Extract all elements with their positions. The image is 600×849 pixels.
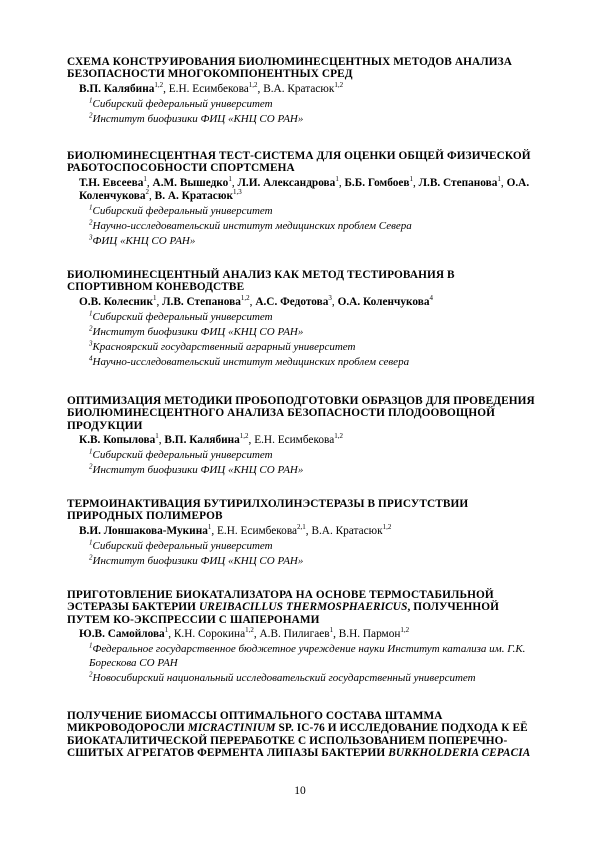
author-list: Т.Н. Евсеева$^1$, А.М. Вышедко$^1$, Л.И. Александрова$^1$, Б.Б. Гомбоев$^1$, Л.В. Степанова$^1$, О.А. Коленчукова$^2$, В. А. Кратасюк$^{1,3}$ [79, 175, 530, 202]
affiliation: $^2$Институт биофизики ФИЦ «КНЦ СО РАН» [89, 462, 304, 477]
author-name: В.А. Кратасюк [263, 82, 335, 95]
affiliation: $^2$Институт биофизики ФИЦ «КНЦ СО РАН» [89, 324, 304, 338]
affiliation: $^2$Научно-исследовательский институт медицинских проблем Севера [89, 218, 412, 232]
abstract-title: БИОЛЮМИНЕСЦЕНТНАЯ ТЕСТ-СИСТЕМА ДЛЯ ОЦЕНКИ ОБЩЕЙ ФИЗИЧЕСКОЙ РАБОТОСПОСОБНОСТИ СПОРТСМЕНА [67, 150, 531, 175]
abstract-entry [67, 269, 539, 369]
affiliation: $^2$Институт биофизики ФИЦ «КНЦ СО РАН» [89, 111, 304, 125]
author-list: К.В. Копылова$^1$, В.П. Калябина$^{1,2}$, Е.Н. Есимбекова$^{1,2}$ [79, 432, 343, 447]
abstract-title: БИОЛЮМИНЕСЦЕНТНЫЙ АНАЛИЗ КАК МЕТОД ТЕСТИРОВАНИЯ В СПОРТИВНОМ КОНЕВОДСТВЕ [67, 269, 455, 294]
author-name: Е.Н. Есимбекова [168, 82, 249, 95]
abstract-title: ТЕРМОИНАКТИВАЦИЯ БУТИРИЛХОЛИНЭСТЕРАЗЫ В ПРИСУТСТВИИ ПРИРОДНЫХ ПОЛИМЕРОВ [67, 498, 469, 523]
abstract-title: ОПТИМИЗАЦИЯ МЕТОДИКИ ПРОБОПОДГОТОВКИ ОБРАЗЦОВ ДЛЯ ПРОВЕДЕНИЯ БИОЛЮМИНЕСЦЕНТНОГО АНАЛИЗА БЕЗОПАСНОСТИ ПЛОДООВОЩНОЙ ПРОДУКЦИИ [67, 395, 535, 432]
affiliation: $^3$ФИЦ «КНЦ СО РАН» [89, 233, 196, 247]
abstract-entry [67, 56, 539, 126]
affiliation: $^1$Федеральное государственное бюджетное учреждение науки Институт катализа им. Г.К. Борескова СО РАН [89, 641, 526, 670]
abstract-entry [67, 710, 539, 760]
abstract-entry [67, 589, 539, 685]
affiliation: $^1$Сибирский федеральный университет [89, 447, 273, 462]
affiliation: $^2$Институт биофизики ФИЦ «КНЦ СО РАН» [89, 553, 304, 567]
author-list: О.В. Колесник$^1$, Л.В. Степанова$^{1,2}$, А.С. Федотова$^3$, О.А. Коленчукова$^4$ [79, 294, 433, 308]
affiliation: $^2$Новосибирский национальный исследовательский государственный университет [89, 670, 476, 685]
affiliation: $^3$Красноярский государственный аграрный университет [89, 339, 356, 353]
affiliation: $^1$Сибирский федеральный университет [89, 538, 273, 552]
abstract-entry [67, 498, 539, 568]
author-affil-mark: 1,2 [154, 81, 164, 90]
author-list: Ю.В. Самойлова$^1$, К.Н. Сорокина$^{1,2}$, А.В. Пилигаев$^1$, В.Н. Пармон$^{1,2}$ [79, 626, 410, 641]
affiliation: $^1$Сибирский федеральный университет [89, 203, 273, 217]
affiliation: $^4$Научно-исследовательский институт медицинских проблем севера [89, 354, 410, 368]
author-affil-mark: 1,2 [334, 81, 344, 90]
author-affil-mark: 1,2 [248, 81, 258, 90]
author-name: В.П. Калябина [79, 82, 155, 95]
abstract-entry [67, 395, 539, 477]
affiliation: $^1$Сибирский федеральный университет [89, 309, 273, 323]
abstract-entry [67, 150, 539, 248]
abstract-title: ПОЛУЧЕНИЕ БИОМАССЫ ОПТИМАЛЬНОГО СОСТАВА ШТАММА МИКРОВОДОРОСЛИ MICRACTINIUM SP. IC-76 И ИССЛЕДОВАНИЕ ПОДХОДА К ЕЁ БИОКАТАЛИТИЧЕСКОЙ ПЕРЕРАБОТКЕ С ИСПОЛЬЗОВАНИЕМ ПОПЕРЕЧНО-СШИТЫХ АГРЕГАТОВ ФЕРМЕНТА ЛИПАЗЫ БАКТЕРИИ BURKHOLDERIA CEPACIA [67, 710, 531, 760]
author-list: В.И. Лоншакова-Мукина$^1$, Е.Н. Есимбекова$^{2,1}$, В.А. Кратасюк$^{1,2}$ [79, 523, 392, 537]
abstract-title: СХЕМА КОНСТРУИРОВАНИЯ БИОЛЮМИНЕСЦЕНТНЫХ МЕТОДОВ АНАЛИЗА БЕЗОПАСНОСТИ МНОГОКОМПОНЕНТНЫХ СРЕД [67, 56, 512, 81]
author-list: В.П. Калябина$^{1,2}$, Е.Н. Есимбекова$^{1,2}$, В.А. Кратасюк$^{1,2}$ [79, 81, 344, 95]
page-number: 10 [294, 785, 306, 797]
affiliation: $^1$Сибирский федеральный университет [89, 96, 273, 110]
abstract-title: ПРИГОТОВЛЕНИЕ БИОКАТАЛИЗАТОРА НА ОСНОВЕ ТЕРМОСТАБИЛЬНОЙ ЭСТЕРАЗЫ БАКТЕРИИ UREIBACILLUS THERMOSPHAERICUS, ПОЛУЧЕННОЙ ПУТЕМ КО-ЭКСПРЕССИИ С ШАПЕРОНАМИ [67, 589, 499, 626]
